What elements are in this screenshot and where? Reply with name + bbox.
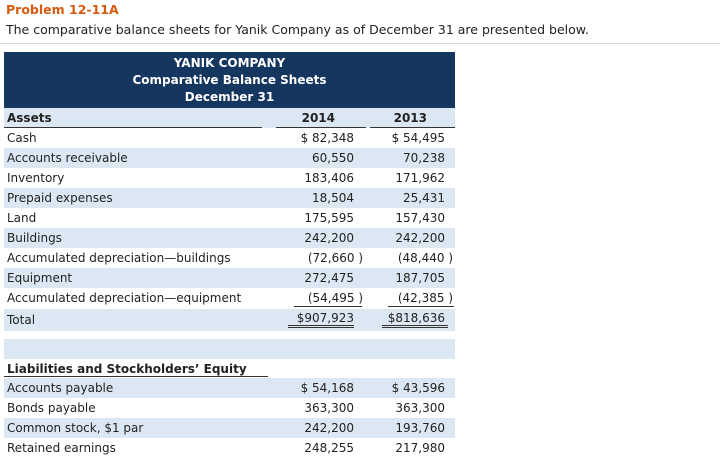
value-2014: 248,255 bbox=[304, 441, 354, 455]
company-name: YANIK COMPANY bbox=[173, 56, 286, 70]
value-2013: 193,760 bbox=[395, 421, 445, 435]
total-double-underline-2013-a bbox=[382, 325, 448, 326]
table-row bbox=[4, 148, 455, 168]
value-2014: 242,200 bbox=[304, 231, 354, 245]
row-label: Buildings bbox=[7, 231, 62, 245]
liabilities-heading-underline bbox=[4, 376, 268, 377]
value-2014: $907,923 bbox=[296, 311, 354, 325]
table-row bbox=[4, 128, 455, 148]
row-label: Accounts receivable bbox=[7, 151, 128, 165]
value-2014: 183,406 bbox=[304, 171, 354, 185]
statement-date: December 31 bbox=[184, 90, 275, 104]
value-2014: 60,550 bbox=[312, 151, 354, 165]
value-2013: 242,200 bbox=[395, 231, 445, 245]
row-label: Land bbox=[7, 211, 37, 225]
statement-name: Comparative Balance Sheets bbox=[132, 73, 327, 87]
value-2013: 157,430 bbox=[395, 211, 445, 225]
value-2013: $818,636 bbox=[387, 311, 445, 325]
value-2013: 363,300 bbox=[395, 401, 445, 415]
value-2014: 363,300 bbox=[304, 401, 354, 415]
assets-heading: Assets bbox=[7, 111, 52, 125]
table-row bbox=[4, 208, 455, 228]
row-label: Inventory bbox=[7, 171, 65, 185]
value-2013: 70,238 bbox=[403, 151, 445, 165]
value-2014: (72,660 ) bbox=[307, 251, 363, 265]
spacer-row bbox=[4, 339, 455, 359]
table-row bbox=[4, 168, 455, 188]
value-2014: $ 82,348 bbox=[300, 131, 354, 145]
value-2014: 242,200 bbox=[304, 421, 354, 435]
row-label: Retained earnings bbox=[7, 441, 116, 455]
value-2013: 187,705 bbox=[395, 271, 445, 285]
value-2013: $ 43,596 bbox=[391, 381, 445, 395]
problem-title: Problem 12-11A bbox=[6, 2, 119, 17]
liabilities-heading: Liabilities and Stockholders’ Equity bbox=[7, 362, 247, 376]
column-header-row bbox=[4, 108, 455, 128]
table-row bbox=[4, 418, 455, 438]
total-double-underline-2013-b bbox=[382, 327, 448, 328]
total-double-underline-2014-b bbox=[288, 327, 354, 328]
statement-header bbox=[4, 52, 455, 108]
value-2014: (54,495 ) bbox=[307, 291, 363, 305]
row-label: Cash bbox=[7, 131, 37, 145]
table-row bbox=[4, 268, 455, 288]
row-label: Prepaid expenses bbox=[7, 191, 113, 205]
row-label: Accounts payable bbox=[7, 381, 114, 395]
row-label: Bonds payable bbox=[7, 401, 96, 415]
value-2014: 272,475 bbox=[304, 271, 354, 285]
value-2013: $ 54,495 bbox=[391, 131, 445, 145]
row-label: Equipment bbox=[7, 271, 73, 285]
row-label: Total bbox=[7, 313, 36, 327]
problem-intro: The comparative balance sheets for Yanik Company as of December 31 are presented below. bbox=[6, 22, 589, 37]
table-row bbox=[4, 228, 455, 248]
value-2014: 175,595 bbox=[304, 211, 354, 225]
total-double-underline-2014-a bbox=[288, 325, 354, 326]
subtotal-underline-2014 bbox=[294, 306, 362, 307]
value-2014: $ 54,168 bbox=[300, 381, 354, 395]
table-row bbox=[4, 378, 455, 398]
table-row bbox=[4, 438, 455, 458]
value-2013: 217,980 bbox=[395, 441, 445, 455]
table-row bbox=[4, 288, 455, 308]
value-2013: (42,385 ) bbox=[397, 291, 453, 305]
row-label: Common stock, $1 par bbox=[7, 421, 144, 435]
table-row bbox=[4, 248, 455, 268]
row-label: Accumulated depreciation—buildings bbox=[7, 251, 231, 265]
value-2013: 25,431 bbox=[403, 191, 445, 205]
divider bbox=[0, 43, 720, 44]
value-2014: 18,504 bbox=[312, 191, 354, 205]
subtotal-underline-2013 bbox=[388, 306, 454, 307]
column-2013: 2013 bbox=[393, 111, 427, 125]
value-2013: (48,440 ) bbox=[397, 251, 453, 265]
row-label: Accumulated depreciation—equipment bbox=[7, 291, 242, 305]
table-row bbox=[4, 398, 455, 418]
table-row bbox=[4, 188, 455, 208]
value-2013: 171,962 bbox=[395, 171, 445, 185]
column-2014: 2014 bbox=[301, 111, 335, 125]
